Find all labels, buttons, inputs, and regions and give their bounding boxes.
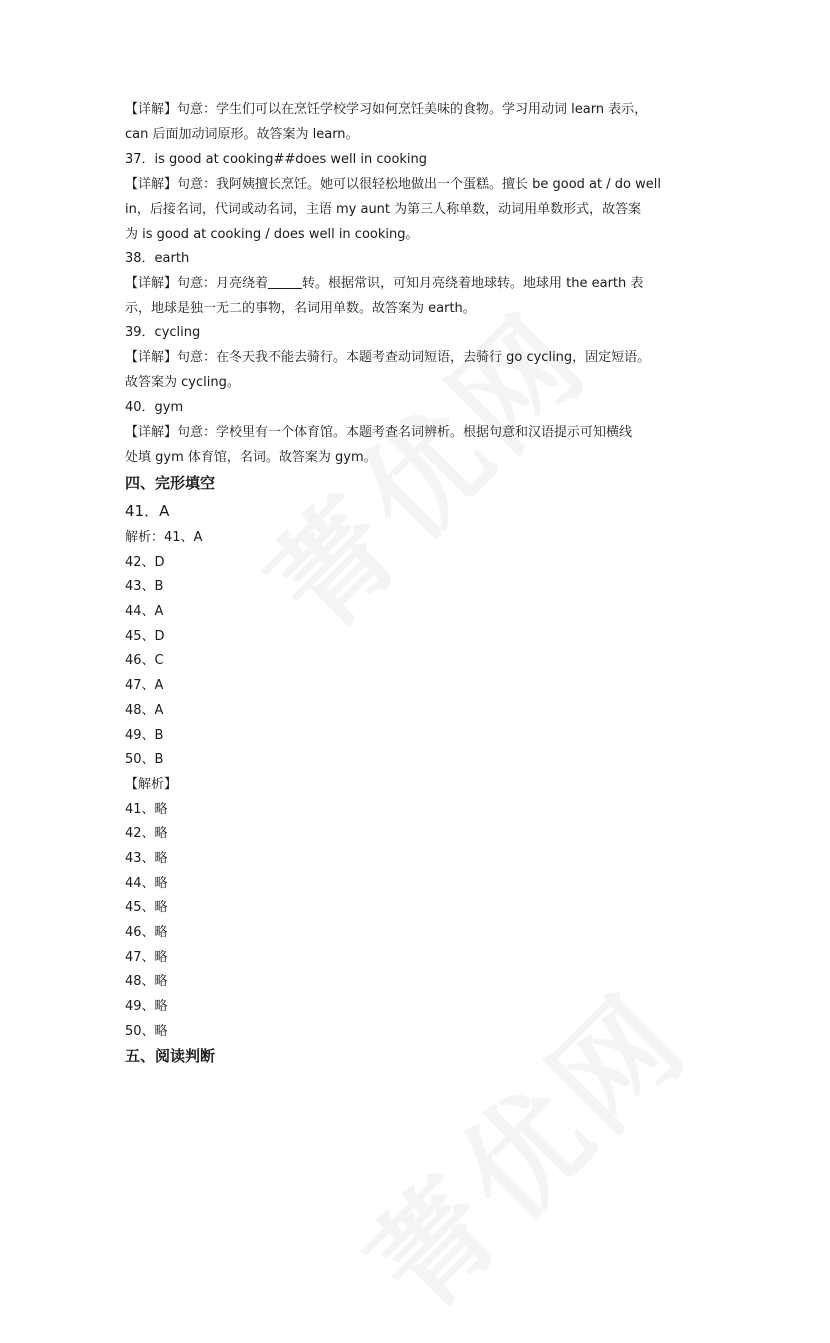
text-line: in，后接名词，代词或动名词，主语 my aunt 为第三人称单数，动词用单数形式，故答案	[125, 202, 642, 217]
watermark	[325, 949, 718, 1342]
text-line: 38．earth	[125, 251, 190, 266]
text-line: 41、略	[125, 802, 168, 817]
text-line: 48、略	[125, 974, 168, 989]
text-line: 45、D	[125, 629, 165, 644]
text-line	[125, 275, 643, 293]
text-line: 50、略	[125, 1024, 168, 1039]
text-line: 示，地球是独一无二的事物，名词用单数。故答案为 earth。	[125, 301, 476, 316]
text-line: 46、略	[125, 925, 168, 940]
text-line: 49、B	[125, 728, 164, 743]
text-line: 50、B	[125, 752, 164, 767]
text-line: 【解析】	[125, 777, 178, 792]
text-line: 44、A	[125, 604, 164, 619]
text-line: 47、略	[125, 950, 168, 965]
text-line: 42、D	[125, 555, 165, 570]
text-line: 46、C	[125, 653, 164, 668]
text-line: 为 is good at cooking / does well in cooking。	[125, 227, 419, 242]
text-line: 47、A	[125, 678, 164, 693]
text-line: 【详解】句意：在冬天我不能去骑行。本题考查动词短语，去骑行 go cycling，固定短语。	[125, 350, 651, 365]
text-line: 48、A	[125, 703, 164, 718]
text-line: 【详解】句意：学校里有一个体育馆。本题考查名词辨析。根据句意和汉语提示可知横线	[125, 425, 633, 440]
text-line: 43、略	[125, 851, 168, 866]
text-line: 42、略	[125, 826, 168, 841]
text-segment: 转。根据常识，可知月亮绕着地球转。地球用 the earth 表	[302, 276, 644, 291]
text-segment: 【详解】句意：月亮绕着	[125, 276, 269, 291]
text-line: 故答案为 cycling。	[125, 375, 240, 390]
text-line: 45、略	[125, 900, 168, 915]
section-heading: 五、阅读判断	[125, 1047, 216, 1065]
text-line: 49、略	[125, 999, 168, 1014]
text-line: 43、B	[125, 579, 164, 594]
text-line: 处填 gym 体育馆，名词。故答案为 gym。	[125, 450, 377, 465]
text-line: 39．cycling	[125, 325, 201, 340]
section-heading: 四、完形填空	[125, 474, 216, 492]
text-line: can 后面加动词原形。故答案为 learn。	[125, 127, 359, 142]
text-line: 44、略	[125, 876, 168, 891]
answer-blank	[268, 275, 302, 289]
text-line: 解析：41、A	[125, 530, 203, 545]
text-line: 41．A	[125, 502, 170, 520]
text-line: 【详解】句意：我阿姨擅长烹饪。她可以很轻松地做出一个蛋糕。擅长 be good at / do well	[125, 177, 661, 192]
text-line: 37．is good at cooking##does well in cooking	[125, 152, 428, 167]
text-line: 【详解】句意：学生们可以在烹饪学校学习如何烹饪美味的食物。学习用动词 learn 表示，	[125, 102, 648, 117]
text-line: 40．gym	[125, 400, 184, 415]
